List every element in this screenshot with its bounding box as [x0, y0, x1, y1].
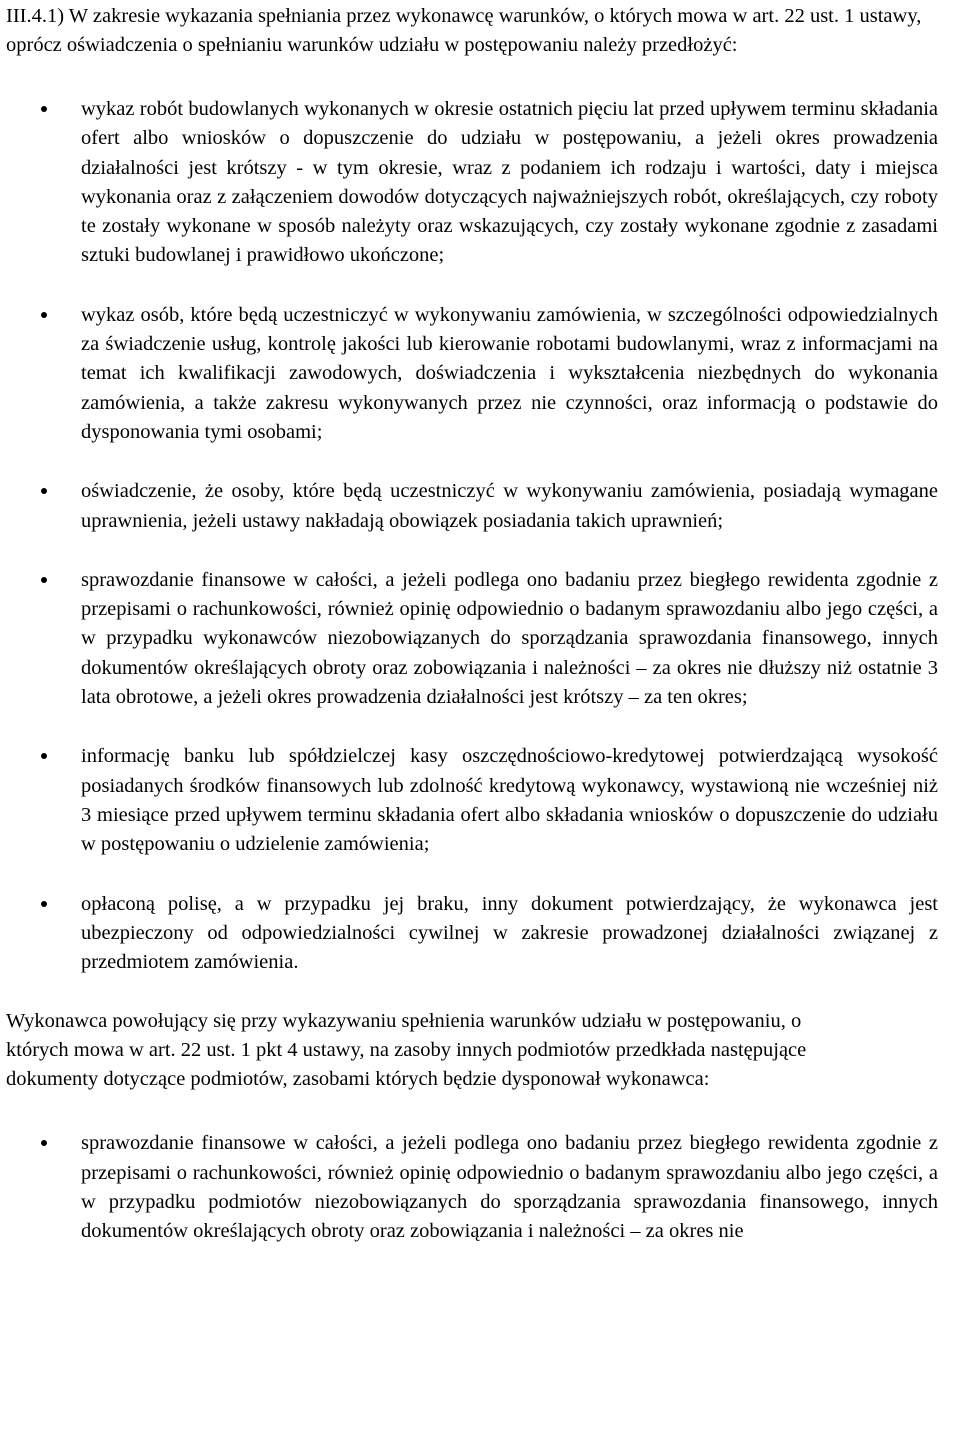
list-item-text: oświadczenie, że osoby, które będą uczestniczyć w wykonywaniu zamówienia, posiadają wymagane uprawnienia, jeżeli ustawy nakładają obowiązek posiadania takich uprawnień; — [81, 480, 938, 532]
list-item — [6, 1129, 938, 1246]
list-item-text: wykaz robót budowlanych wykonanych w okresie ostatnich pięciu lat przed upływem terminu składania ofert albo wniosków o dopuszczenie do udziału w postępowaniu, a jeżeli okres prowadzenia działalności jest krótszy - w tym okresie, wraz z podaniem ich rodzaju i wartości, daty i miejsca wykonania oraz z załączeniem dowodów dotyczących najważniejszych robót, określających, czy roboty te zostały wykonane w sposób należyty oraz wskazujących, czy zostały wykonane zgodnie z zasadami sztuki budowlanej i prawidłowo ukończone; — [81, 98, 938, 267]
bullet-icon — [41, 1140, 47, 1146]
list-item-text: sprawozdanie finansowe w całości, a jeżeli podlega ono badaniu przez biegłego rewidenta zgodnie z przepisami o rachunkowości, również opinię odpowiednio o badanym sprawozdaniu albo jego części, a w przypadku wykonawców niezobowiązanych do sporządzania sprawozdania finansowego, innych dokumentów określających obroty oraz zobowiązania i należności – za okres nie dłuższy niż ostatnie 3 lata obrotowe, a jeżeli okres prowadzenia działalności jest krótszy – za ten okres; — [81, 568, 938, 709]
list-item — [6, 742, 938, 859]
list-item-text: sprawozdanie finansowe w całości, a jeżeli podlega ono badaniu przez biegłego rewidenta zgodnie z przepisami o rachunkowości, również opinię odpowiednio o badanym sprawozdaniu albo jego części, a w przypadku podmiotów niezobowiązanych do sporządzania sprawozdania finansowego, innych dokumentów określających obroty oraz zobowiązania i należności – za okres nie — [81, 1132, 938, 1243]
list-item — [6, 95, 938, 271]
bullet-icon — [41, 312, 47, 318]
section-heading: III.4.1) W zakresie wykazania spełniania przez wykonawcę warunków, o których mowa w art. 22 ust. 1 ustawy, oprócz oświadczenia o spełnianiu warunków udziału w postępowaniu należy przedłożyć: — [6, 5, 922, 56]
list-item-text: wykaz osób, które będą uczestniczyć w wykonywaniu zamówienia, w szczególności odpowiedzialnych za świadczenie usług, kontrolę jakości lub kierowanie robotami budowlanymi, wraz z informacjami na temat ich kwalifikacji zawodowych, doświadczenia i wykształcenia niezbędnych do wykonania zamówienia, a także zakresu wykonywanych przez nie czynności, oraz informacją o podstawie do dysponowania tymi osobami; — [81, 303, 938, 443]
bullet-icon — [41, 753, 47, 759]
list-item — [6, 890, 938, 978]
list-item — [6, 301, 938, 447]
list-item — [6, 566, 938, 712]
required-documents-list — [6, 95, 938, 977]
list-item-text: opłaconą polisę, a w przypadku jej braku, inny dokument potwierdzający, że wykonawca jest ubezpieczony od odpowiedzialności cywilnej w zakresie prowadzonej działalności związanej z przedmiotem zamówienia. — [81, 892, 938, 974]
list-item-text: informację banku lub spółdzielczej kasy oszczędnościowo-kredytowej potwierdzającą wysokość posiadanych środków finansowych lub zdolność kredytową wykonawcy, wystawioną nie wcześniej niż 3 miesiące przed upływem terminu składania ofert albo składania wniosków o dopuszczenie do udziału w postępowaniu o udzielenie zamówienia; — [81, 745, 938, 856]
bullet-icon — [41, 106, 47, 112]
bullet-icon — [41, 488, 47, 494]
third-party-documents-list — [6, 1129, 938, 1246]
bullet-icon — [41, 901, 47, 907]
list-item — [6, 477, 938, 536]
resources-paragraph: Wykonawca powołujący się przy wykazywaniu spełnienia warunków udziału w postępowaniu, o których mowa w art. 22 ust. 1 pkt 4 ustawy, na zasoby innych podmiotów przedkłada następujące dokumenty dotyczące podmiotów, zasobami których będzie dysponował wykonawca: — [6, 1010, 807, 1091]
bullet-icon — [41, 577, 47, 583]
